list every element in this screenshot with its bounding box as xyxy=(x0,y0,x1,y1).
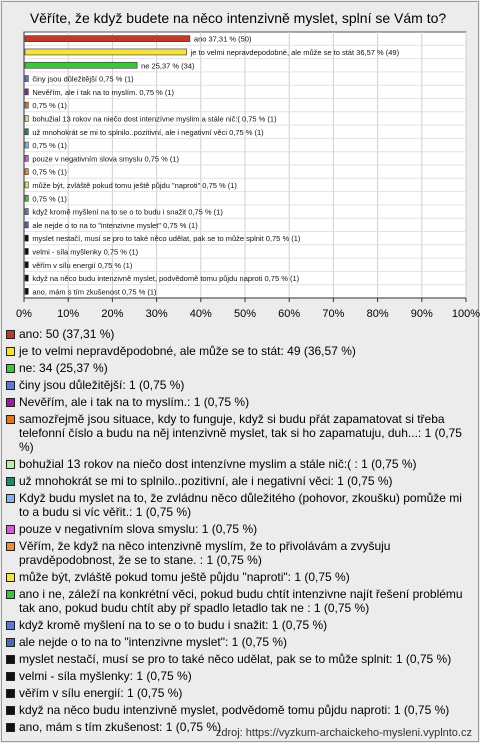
bar xyxy=(25,222,28,228)
bar xyxy=(25,182,28,188)
legend-item xyxy=(6,378,472,392)
legend-swatch xyxy=(6,364,15,373)
chart-plot xyxy=(0,0,480,325)
legend-swatch xyxy=(6,398,15,407)
legend-swatch xyxy=(6,638,15,647)
bar xyxy=(25,235,28,241)
legend-swatch xyxy=(6,723,15,732)
legend-label: Věřím, že když na něco intenzivně myslím, že to přivolávám a zvyšuju pravděpodobnost, že se to stane. : 1 (0,75 %) xyxy=(19,539,391,567)
x-tick-label: 20% xyxy=(101,308,124,320)
bar-label: když na něco budu intenzivně myslet, podvědomě tomu půjdu naproti 0,75 % (1) xyxy=(32,274,300,284)
bar-label: ano, mám s tím zkušenost 0,75 % (1) xyxy=(32,287,157,297)
legend-swatch xyxy=(6,689,15,698)
legend-item xyxy=(6,652,472,666)
bar xyxy=(25,195,28,201)
legend-label: bohužial 13 rokov na niečo dost intenzívne myslim a stále nič:( : 1 (0,75 %) xyxy=(19,457,417,471)
bar-label: ale nejde o to na to "intenzivne myslet" 0,75 % (1) xyxy=(32,220,198,230)
legend-label: myslet nestačí, musí se pro to také něco udělat, pak se to může splnit: 1 (0,75 %) xyxy=(19,652,452,666)
legend-swatch xyxy=(6,590,15,599)
bar-label: už mnohokrát se mi to splnilo..pozitivní, ale i negativní věci 0,75 % (1) xyxy=(32,127,264,137)
legend-swatch xyxy=(6,415,15,424)
chart-legend xyxy=(6,327,472,737)
legend-item xyxy=(6,395,472,409)
bar xyxy=(25,102,28,108)
bar xyxy=(25,142,28,148)
x-tick-label: 70% xyxy=(322,308,345,320)
bar xyxy=(25,169,28,175)
legend-label: je to velmi nepravděpodobné, ale může se to stát: 49 (36,57 %) xyxy=(19,344,356,358)
bar xyxy=(25,155,28,161)
legend-swatch xyxy=(6,381,15,390)
bar xyxy=(25,36,190,42)
legend-item xyxy=(6,635,472,649)
bar-label: Nevěřím, ale i tak na to myslím. 0,75 % (1) xyxy=(32,87,175,97)
legend-swatch xyxy=(6,494,15,503)
legend-swatch xyxy=(6,460,15,469)
legend-label: Nevěřím, ale i tak na to myslím.: 1 (0,75 %) xyxy=(19,395,250,409)
bar-label: když kromě myšlení na to se o to budu i snažit 0,75 % (1) xyxy=(32,207,223,217)
x-tick-label: 60% xyxy=(278,308,301,320)
legend-swatch xyxy=(6,706,15,715)
legend-label: Když budu myslet na to, že zvládnu něco důležitého (pohovor, zkoušku) pomůže mi to a budu si víc věřit.: 1 (0,75 %) xyxy=(19,491,462,519)
legend-item xyxy=(6,686,472,700)
bar xyxy=(25,275,28,281)
x-tick-label: 0% xyxy=(16,308,32,320)
bar-label: ne 25,37 % (34) xyxy=(141,61,195,71)
bar xyxy=(25,209,28,215)
bar xyxy=(25,62,137,68)
legend-label: ne: 34 (25,37 %) xyxy=(19,361,108,375)
legend-item xyxy=(6,570,472,584)
legend-swatch xyxy=(6,525,15,534)
legend-item xyxy=(6,412,472,454)
legend-label: pouze v negativním slova smyslu: 1 (0,75 %) xyxy=(19,522,258,536)
x-tick-label: 50% xyxy=(233,308,257,320)
legend-label: ano, mám s tím zkušenost: 1 (0,75 %) xyxy=(19,720,222,734)
legend-label: velmi - síla myšlenky: 1 (0,75 %) xyxy=(19,669,192,683)
legend-label: ano: 50 (37,31 %) xyxy=(19,327,115,341)
legend-swatch xyxy=(6,542,15,551)
x-tick-label: 30% xyxy=(145,308,168,320)
legend-label: když kromě myšlení na to se o to budu i snažit: 1 (0,75 %) xyxy=(19,618,328,632)
legend-item xyxy=(6,618,472,632)
legend-swatch xyxy=(6,573,15,582)
bar xyxy=(25,49,187,55)
x-tick-label: 10% xyxy=(57,308,80,320)
legend-swatch xyxy=(6,330,15,339)
legend-swatch xyxy=(6,347,15,356)
bar-label: bohužial 13 rokov na niečo dost intenzívne myslim a stále nič:( 0,75 % (1) xyxy=(32,114,277,124)
legend-label: může být, zvláště pokud tomu ještě půjdu "naproti": 1 (0,75 %) xyxy=(19,570,350,584)
x-tick-label: 100% xyxy=(451,308,480,320)
bar-label: 0,75 % (1) xyxy=(32,194,67,204)
bar-label: věřím v sílu energií 0,75 % (1) xyxy=(32,260,133,270)
bar xyxy=(25,288,28,294)
x-tick-label: 90% xyxy=(410,308,433,320)
bar xyxy=(25,89,28,95)
bar-label: 0,75 % (1) xyxy=(32,167,67,177)
legend-swatch xyxy=(6,621,15,630)
legend-label: věřím v sílu energií: 1 (0,75 %) xyxy=(19,686,183,700)
x-tick-label: 40% xyxy=(189,308,212,320)
bar xyxy=(25,129,28,135)
legend-swatch xyxy=(6,672,15,681)
bar-label: 0,75 % (1) xyxy=(32,101,67,111)
legend-item xyxy=(6,669,472,683)
legend-item xyxy=(6,327,472,341)
x-tick-label: 80% xyxy=(366,308,389,320)
bar-label: ano 37,31 % (50) xyxy=(193,34,252,44)
legend-item xyxy=(6,539,472,567)
source-note: zdroj: https://vyzkum-archaickeho-mysleni.vyplnto.cz xyxy=(215,727,472,739)
legend-label: ale nejde o to na to "intenzivne myslet": 1 (0,75 %) xyxy=(19,635,288,649)
legend-label: ano i ne, záleží na konkrétní věci, pokud budu chtít intenzivne najít řešení problému tak ano, pokud budu chtít aby př spadlo letadlo tak ne : 1 (0,75 %) xyxy=(19,587,463,615)
legend-label: činy jsou důležitější: 1 (0,75 %) xyxy=(19,378,185,392)
bar-label: myslet nestačí, musí se pro to také něco udělat, pak se to může splnit 0,75 % (1) xyxy=(32,234,301,244)
bar xyxy=(25,262,28,268)
bar xyxy=(25,76,28,82)
chart-title: Věříte, že když budete na něco intenzivně myslet, splní se Vám to? xyxy=(29,10,447,26)
legend-label: už mnohokrát se mi to splnilo..pozitivní, ale i negativní věci: 1 (0,75 %) xyxy=(19,474,393,488)
legend-item xyxy=(6,703,472,717)
legend-swatch xyxy=(6,655,15,664)
legend-item xyxy=(6,474,472,488)
legend-swatch xyxy=(6,477,15,486)
legend-item xyxy=(6,344,472,358)
legend-item xyxy=(6,361,472,375)
bar-label: velmi - síla myšlenky 0,75 % (1) xyxy=(32,247,139,257)
legend-item xyxy=(6,457,472,471)
legend-item xyxy=(6,522,472,536)
legend-item xyxy=(6,587,472,615)
bar-label: činy jsou důležitější 0,75 % (1) xyxy=(32,74,134,84)
bar-label: pouze v negativním slova smyslu 0,75 % (1) xyxy=(32,154,180,164)
legend-label: když na něco budu intenzivně myslet, podvědomě tomu půjdu naproti: 1 (0,75 %) xyxy=(19,703,450,717)
bar-label: 0,75 % (1) xyxy=(32,141,67,151)
legend-label: samozřejmě jsou situace, kdy to funguje, když si budu přát zapamatovat si třeba telefonní číslo a budu na něj intenzivně myslet, tak si ho zapamatuju, duh...: 1 (0,75 %) xyxy=(19,412,462,454)
bar xyxy=(25,248,28,254)
legend-item xyxy=(6,491,472,519)
bar xyxy=(25,115,28,121)
bar-label: je to velmi nepravdepodobné, ale může se to stát 36,57 % (49) xyxy=(190,47,400,57)
bar-label: může být, zvláště pokud tomu ještě půjdu "naproti" 0,75 % (1) xyxy=(32,180,237,190)
